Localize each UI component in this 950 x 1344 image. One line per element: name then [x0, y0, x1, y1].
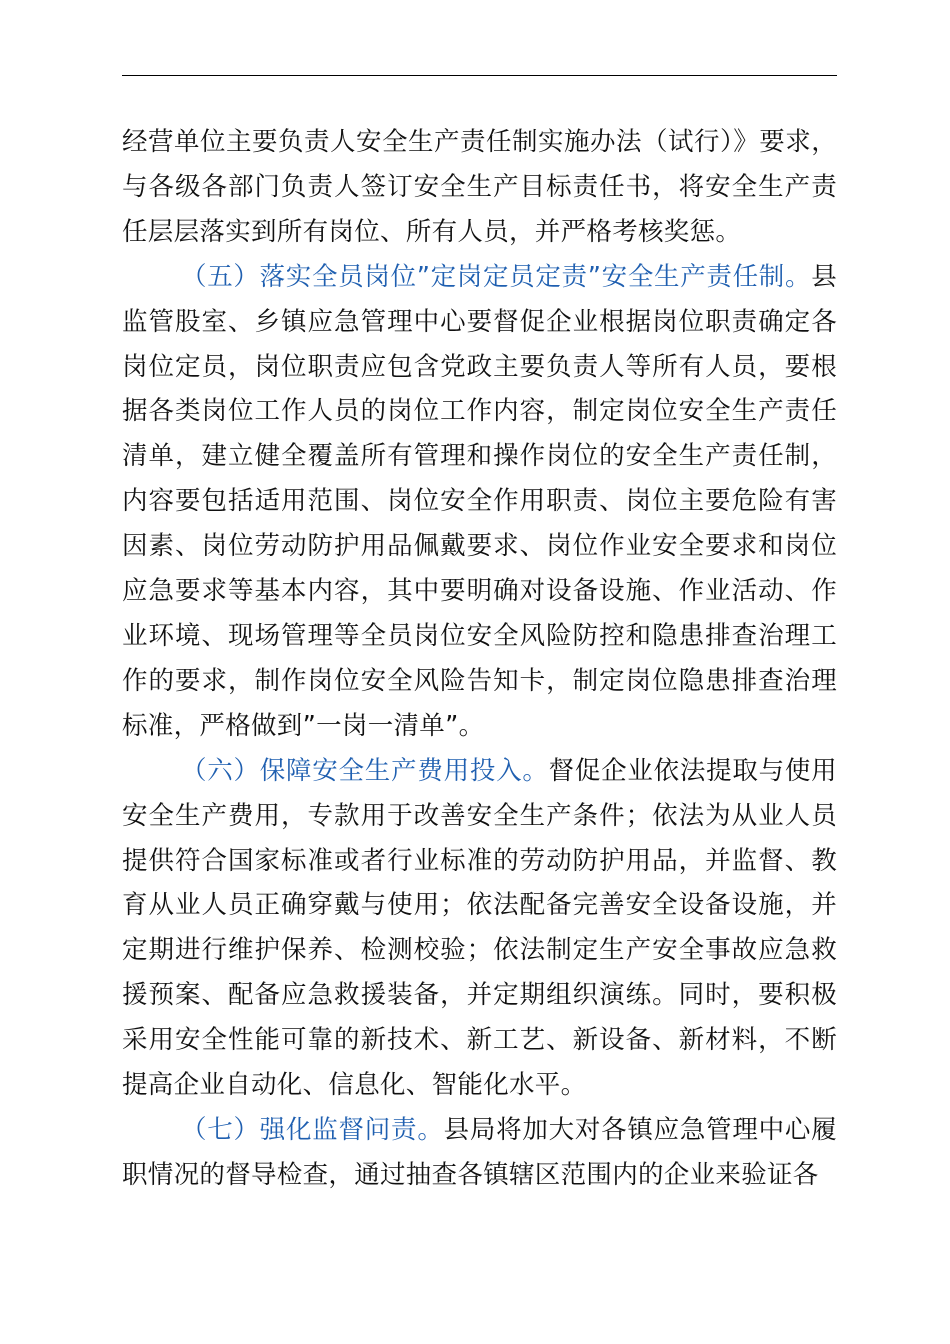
paragraph-4-text: 县局将加大对各镇应急管理中心履职情况的督导检查，通过抽查各镇辖区范围内的企业来验证各: [122, 1114, 837, 1190]
paragraph-3: [122, 749, 837, 1108]
paragraph-2-heading: （五）落实全员岗位”定岗定员定责”安全生产责任制。: [181, 261, 812, 292]
paragraph-1: [122, 120, 837, 255]
paragraph-3-heading: （六）保障安全生产费用投入。: [181, 755, 549, 786]
paragraph-3-text: 督促企业依法提取与使用安全生产费用，专款用于改善安全生产条件；依法为从业人员提供符合国家标准或者行业标准的劳动防护用品，并监督、教育从业人员正确穿戴与使用；依法配备完善安全设备设施，并定期进行维护保养、检测校验；依法制定生产安全事故应急救援预案、配备应急救援装备，并定期组织演练。同时，要积极采用安全性能可靠的新技术、新工艺、新设备、新材料，不断提高企业自动化、信息化、智能化水平。: [122, 755, 837, 1101]
document-body: [122, 120, 837, 1198]
paragraph-2-text: 县监管股室、乡镇应急管理中心要督促企业根据岗位职责确定各岗位定员，岗位职责应包含党政主要负责人等所有人员，要根据各类岗位工作人员的岗位工作内容，制定岗位安全生产责任清单，建立健全覆盖所有管理和操作岗位的安全生产责任制，内容要包括适用范围、岗位安全作用职责、岗位主要危险有害因素、岗位劳动防护用品佩戴要求、岗位作业安全要求和岗位应急要求等基本内容，其中要明确对设备设施、作业活动、作业环境、现场管理等全员岗位安全风险防控和隐患排查治理工作的要求，制作岗位安全风险告知卡，制定岗位隐患排查治理标准，严格做到”一岗一清单”。: [122, 261, 837, 741]
header-rule: [122, 75, 837, 76]
paragraph-4: [122, 1108, 837, 1198]
paragraph-4-heading: （七）强化监督问责。: [181, 1114, 444, 1145]
paragraph-2: [122, 255, 837, 749]
paragraph-1-text: 经营单位主要负责人安全生产责任制实施办法（试行）》要求，与各级各部门负责人签订安全生产目标责任书，将安全生产责任层层落实到所有岗位、所有人员，并严格考核奖惩。: [122, 127, 837, 247]
